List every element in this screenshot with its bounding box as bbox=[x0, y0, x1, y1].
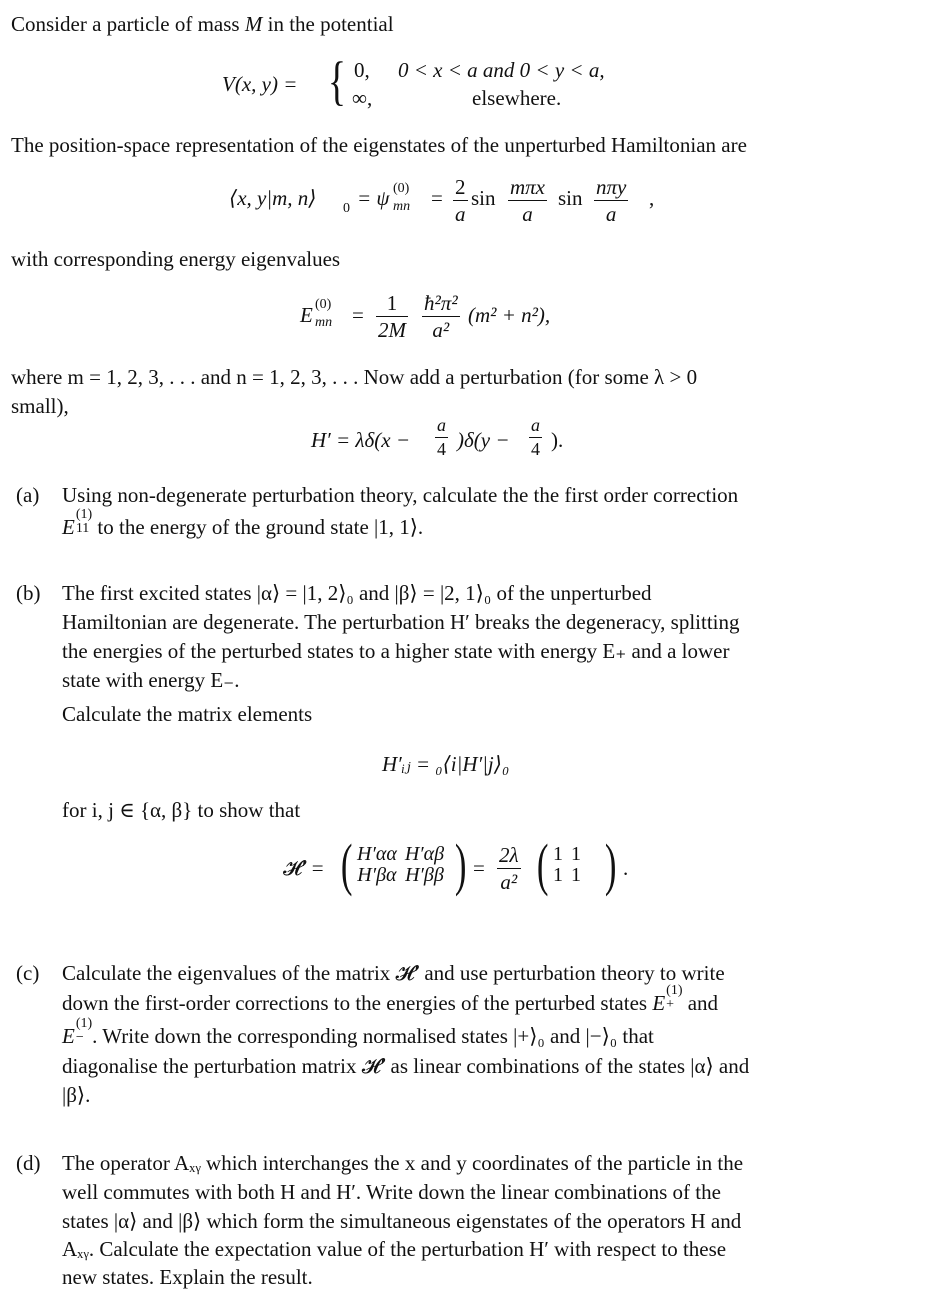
where-line-1: where m = 1, 2, 3, . . . and n = 1, 2, 3, . . . Now add a perturbation (for some λ > 0 bbox=[11, 365, 698, 389]
ket-sub: 0 bbox=[343, 201, 350, 216]
h-matrix: H′αα H′αβ H′βα H′ββ bbox=[357, 843, 445, 886]
E-symbol: E bbox=[300, 303, 313, 327]
one-over-2M: $\frac{1}{2M}$ bbox=[378, 291, 406, 343]
matrix-lhs: 𝓗′ = bbox=[283, 856, 324, 880]
sin-1: sin bbox=[471, 186, 496, 210]
part-b-label: (b) bbox=[16, 581, 41, 605]
part-c-label: (c) bbox=[16, 961, 40, 985]
ket-lhs: ⟨x, y|m, n⟩ bbox=[229, 186, 317, 210]
ones-matrix: 1 1 1 1 bbox=[553, 843, 581, 886]
part-a-label: (a) bbox=[16, 483, 40, 507]
eq-sign: = bbox=[431, 186, 443, 210]
part-c-line-5: |β⟩. bbox=[62, 1083, 91, 1107]
part-c-line-4: diagonalise the perturbation matrix 𝓗′ as linear combinations of the states |α⟩ and bbox=[62, 1054, 750, 1078]
psi-sub: mn bbox=[393, 199, 411, 214]
left-paren: ( bbox=[340, 832, 353, 897]
perturb-mid: )δ(y − bbox=[457, 428, 510, 452]
npy-over-a: nπy a bbox=[596, 175, 627, 227]
case2-condition: elsewhere. bbox=[472, 86, 562, 110]
part-c-line-2-text: down the first-order corrections to the energies of the perturbed states bbox=[62, 991, 648, 1015]
matrix-tail: . bbox=[623, 856, 629, 880]
psi-sup: (0) bbox=[393, 181, 410, 196]
energy-tail: (m² + n²), bbox=[468, 303, 551, 327]
E-sub: mn bbox=[315, 315, 333, 330]
intro-tail: in the potential bbox=[267, 12, 394, 36]
left-brace: { bbox=[327, 51, 347, 111]
part-d-label: (d) bbox=[16, 1151, 41, 1175]
perturb-tail: ). bbox=[551, 428, 564, 452]
part-a-text: to the energy of the ground state |1, 1⟩. bbox=[97, 515, 424, 539]
coefficient: $\frac{2\lambda}{\text{a²}}$ bbox=[499, 843, 519, 895]
mpx-over-a: mπx a bbox=[510, 175, 546, 227]
part-b-line-2: Hamiltonian are degenerate. The perturbation H′ breaks the degeneracy, splitting bbox=[62, 610, 740, 634]
intro-line bbox=[11, 14, 394, 35]
part-c-line-3: E (1) − . Write down the corresponding normalised states |+⟩₀ and |−⟩₀ that bbox=[62, 1016, 654, 1048]
where-line-2: small), bbox=[11, 394, 69, 418]
part-b-line-4: state with energy E₋. bbox=[62, 668, 240, 692]
part-c-line-1: Calculate the eigenvalues of the matrix 𝓗′ and use perturbation theory to write bbox=[62, 961, 725, 985]
a-over-4-x: $\frac{a}{4}$ bbox=[437, 415, 446, 459]
part-d-line-3: states |α⟩ and |β⟩ which form the simultaneous eigenstates of the operators H and bbox=[62, 1209, 742, 1233]
part-b-line-1: The first excited states |α⟩ = |1, 2⟩₀ and |β⟩ = |2, 1⟩₀ of the unperturbed bbox=[62, 581, 652, 605]
case1-condition: 0 < x < a and 0 < y < a, bbox=[398, 58, 605, 82]
sin-2: sin bbox=[558, 186, 583, 210]
part-a-line-1: Using non-degenerate perturbation theory, calculate the the first order correction bbox=[62, 483, 739, 507]
part-d-line-1: The operator Aₓᵧ which interchanges the x and y coordinates of the particle in the bbox=[62, 1151, 744, 1175]
energy-intro: with corresponding energy eigenvalues bbox=[11, 247, 341, 271]
right-paren-2: ) bbox=[604, 832, 617, 897]
right-paren: ) bbox=[454, 832, 467, 897]
hbar-pi-over-a: $\frac{\text{ħ²π²}}{\text{a²}}$ bbox=[424, 291, 458, 343]
part-d-line-2: well commutes with both H and H′. Write down the linear combinations of the bbox=[62, 1180, 721, 1204]
part-c-line-2: down the first-order corrections to the energies of the perturbed states E (1) + and bbox=[62, 983, 719, 1015]
part-b-for-line: for i, j ∈ {α, β} to show that bbox=[62, 798, 301, 822]
E11-symbol: E bbox=[62, 515, 75, 539]
case1-value: 0, bbox=[354, 58, 370, 82]
a-over-4-y: $\frac{a}{4}$ bbox=[531, 415, 540, 459]
mass-symbol: M bbox=[244, 12, 263, 36]
left-paren-2: ( bbox=[536, 832, 549, 897]
part-c-line-3-text: . Write down the corresponding normalised states |+⟩₀ and |−⟩₀ that bbox=[92, 1024, 654, 1048]
eigenstate-intro: The position-space representation of the eigenstates of the unperturbed Hamiltonian are bbox=[11, 133, 747, 157]
part-d-line-5: new states. Explain the result. bbox=[62, 1265, 313, 1289]
part-a-line-2: E (1) 11 to the energy of the ground state |1, 1⟩. bbox=[62, 507, 424, 539]
two-over-a: $\frac{2}{a}$ bbox=[455, 175, 466, 227]
intro-text: Consider a particle of mass bbox=[11, 12, 240, 36]
part-b-line-3: the energies of the perturbed states to a higher state with energy E₊ and a lower bbox=[62, 639, 730, 663]
E-sup: (0) bbox=[315, 297, 332, 312]
eq-sign: = bbox=[473, 856, 485, 880]
E-minus-symbol: E bbox=[62, 1024, 75, 1048]
E-plus-symbol: E bbox=[652, 991, 666, 1015]
potential-lhs: V(x, y) = bbox=[222, 72, 298, 96]
part-d-line-4: Aₓᵧ. Calculate the expectation value of the perturbation H′ with respect to these bbox=[62, 1237, 727, 1261]
part-c-and: and bbox=[687, 991, 719, 1015]
eq-sign: = bbox=[352, 303, 364, 327]
perturb-lhs: H′ = λδ(x − bbox=[311, 428, 411, 452]
matrix-element-def: H′ᵢⱼ = ₀⟨i|H′|j⟩₀ bbox=[382, 752, 510, 776]
comma: , bbox=[649, 186, 655, 210]
psi-symbol: = ψ bbox=[357, 186, 390, 210]
part-b-line-5: Calculate the matrix elements bbox=[62, 702, 313, 726]
case2-value: ∞, bbox=[352, 86, 373, 110]
